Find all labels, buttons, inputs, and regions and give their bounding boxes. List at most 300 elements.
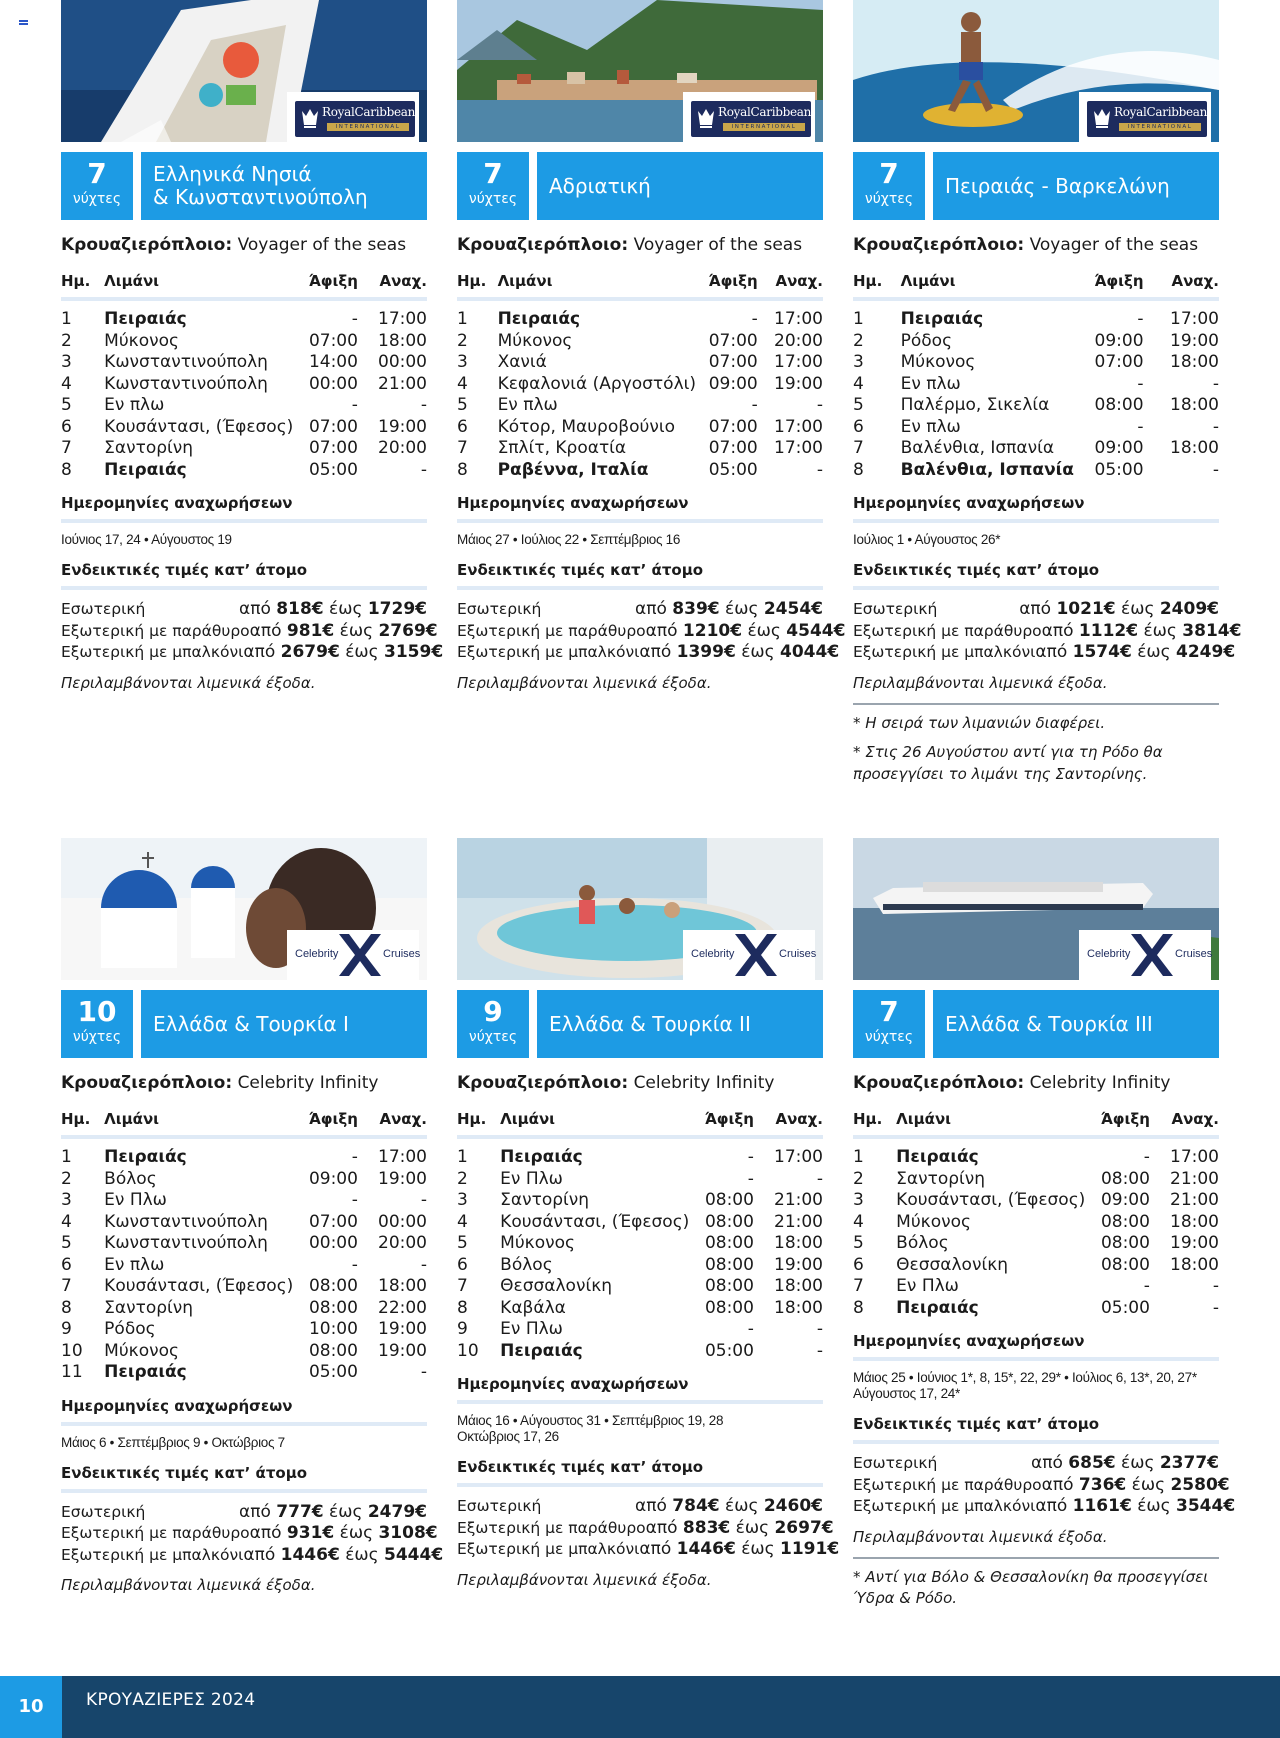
- nights-badge: [457, 990, 529, 1058]
- price-row: [61, 1523, 438, 1545]
- arrival-cell: 07:00: [708, 416, 758, 437]
- arrival-cell: 09:00: [1094, 438, 1144, 458]
- arrival-cell: -: [747, 1319, 754, 1339]
- port-cell: Μύκονος: [497, 330, 573, 351]
- price-list: [457, 599, 846, 664]
- cabin-type: Εξωτερική με μπαλκόνι: [853, 1497, 1036, 1515]
- day-cell: 2: [457, 330, 468, 351]
- arrival-cell: 10:00: [308, 1319, 358, 1339]
- port-fees-note: Περιλαμβάνονται λιμενικά έξοδα.: [457, 673, 712, 692]
- itinerary-row: [853, 1255, 1219, 1277]
- port-cell: Κουσάντασι, (Έφεσος): [104, 416, 294, 437]
- cruise-title-box: [537, 152, 823, 220]
- price-row: [853, 1474, 1230, 1497]
- header-day: Ημ.: [61, 1110, 91, 1128]
- arrival-cell: 08:00: [308, 1297, 358, 1318]
- day-cell: 6: [853, 1254, 864, 1275]
- itinerary-row: [61, 309, 427, 331]
- price-range: από 1446€ έως 1191€: [639, 1539, 840, 1559]
- arrival-cell: -: [751, 309, 758, 329]
- arrival-cell: 07:00: [708, 330, 758, 351]
- departure-cell: 21:00: [378, 373, 427, 394]
- departure-cell: -: [816, 1340, 823, 1361]
- day-cell: 5: [61, 395, 72, 415]
- price-row: [457, 620, 846, 643]
- ship-label: Κρουαζιερόπλοιο:: [61, 235, 233, 255]
- ship-name: Voyager of the seas: [633, 235, 803, 255]
- itinerary-row: [61, 1147, 427, 1169]
- departure-cell: 19:00: [378, 1319, 427, 1339]
- header-day: Ημ.: [457, 272, 487, 290]
- arrival-cell: -: [351, 1190, 358, 1210]
- port-cell: Ρόδος: [104, 1319, 156, 1339]
- header-departure: Αναχ.: [379, 272, 427, 290]
- cruise-card: [61, 838, 444, 1595]
- day-cell: 1: [457, 1147, 468, 1167]
- divider: [457, 1400, 823, 1404]
- day-cell: 8: [457, 1297, 468, 1318]
- itinerary-row: [61, 1255, 427, 1277]
- cabin-type: Εξωτερική με παράθυρο: [61, 1524, 250, 1542]
- port-cell: Σπλίτ, Κροατία: [497, 438, 627, 458]
- port-cell: Σαντορίνη: [500, 1190, 590, 1210]
- cruise-header: [853, 152, 1219, 220]
- day-cell: 8: [61, 1297, 72, 1318]
- price-to: 4544€: [786, 620, 846, 641]
- departure-cell: 20:00: [378, 438, 427, 458]
- day-cell: 5: [853, 1233, 864, 1253]
- price-from: 883€: [682, 1517, 731, 1538]
- itinerary-row: [853, 460, 1219, 482]
- price-list: [61, 1501, 444, 1567]
- royal-caribbean-logo: RoyalCaribbean INTERNATIONAL: [1079, 92, 1211, 142]
- day-cell: 3: [853, 352, 864, 372]
- departure-cell: 19:00: [378, 416, 427, 437]
- celebrity-cruises-logo: Celebrity Cruises: [287, 930, 419, 980]
- cruise-card: [457, 838, 840, 1590]
- departure-cell: 19:00: [378, 1340, 427, 1361]
- header-departure: Αναχ.: [1171, 272, 1219, 290]
- day-cell: 5: [61, 1233, 72, 1253]
- price-from: 931€: [286, 1523, 335, 1543]
- cruise-card: [853, 0, 1242, 785]
- price-to: 4249€: [1176, 642, 1236, 662]
- port-cell: Κωνσταντινούπολη: [104, 352, 268, 372]
- cruise-title: Ελλάδα & Τουρκία ΙΙ: [549, 1011, 751, 1036]
- header-departure: Αναχ.: [775, 1110, 823, 1128]
- departure-cell: 19:00: [774, 1254, 823, 1275]
- port-cell: Κωνσταντινούπολη: [104, 373, 268, 394]
- itinerary-row: [853, 417, 1219, 439]
- itinerary-row: [853, 1212, 1219, 1234]
- divider: [61, 1422, 427, 1426]
- itinerary-row: [457, 1255, 823, 1277]
- port-cell: Μύκονος: [900, 352, 976, 372]
- itinerary-row: [457, 309, 823, 331]
- arrival-cell: 08:00: [704, 1233, 754, 1253]
- itinerary-row: [457, 460, 823, 482]
- itinerary-row: [457, 331, 823, 353]
- price-range: από 784€ έως 2460€: [635, 1496, 823, 1516]
- arrival-cell: 07:00: [308, 330, 358, 351]
- cabin-type: Εξωτερική με παράθυρο: [457, 621, 646, 640]
- departure-cell: 17:00: [378, 309, 427, 329]
- arrival-cell: 08:00: [1100, 1211, 1150, 1232]
- departure-dates: Μάιος 25 • Ιούνιος 1*, 8, 15*, 22, 29* • Ιούλιος 6, 13*, 20, 27* Αύγουστος 17, 24*: [853, 1370, 1197, 1401]
- header-departure: Αναχ.: [1171, 1110, 1219, 1128]
- arrival-cell: 08:00: [704, 1276, 754, 1296]
- day-cell: 3: [457, 352, 468, 372]
- cruise-title: Ελληνικά Νησιά & Κωνσταντινούπολη: [153, 162, 368, 209]
- itinerary-row: [457, 1298, 823, 1320]
- arrival-cell: 05:00: [704, 1340, 754, 1361]
- price-from: 777€: [276, 1501, 324, 1522]
- footnote: * Η σειρά των λιμανιών διαφέρει.: [853, 713, 1106, 732]
- port-cell: Πειραιάς: [104, 1362, 187, 1382]
- ship-label: Κρουαζιερόπλοιο:: [457, 1073, 629, 1093]
- nights-badge: [457, 152, 529, 220]
- divider: [457, 519, 823, 523]
- arrival-cell: 08:00: [308, 1276, 358, 1296]
- itinerary-row: [457, 352, 823, 374]
- cruise-title-box: [933, 152, 1219, 220]
- day-cell: 4: [61, 373, 72, 394]
- cruise-photo: [853, 0, 1219, 142]
- port-cell: Πειραιάς: [104, 459, 187, 480]
- ship-line: [853, 234, 1219, 256]
- price-from: 839€: [672, 599, 720, 619]
- departure-cell: 18:00: [378, 1276, 427, 1296]
- header-day: Ημ.: [457, 1110, 487, 1128]
- arrival-cell: 08:00: [704, 1190, 754, 1210]
- arrival-cell: -: [751, 395, 758, 415]
- departure-cell: -: [420, 1362, 427, 1382]
- itinerary-table: [61, 271, 427, 481]
- departure-dates: Μάιος 27 • Ιούλιος 22 • Σεπτέμβριος 16: [457, 532, 681, 547]
- day-cell: 6: [61, 1254, 72, 1275]
- price-range: από 981€ έως 2769€: [249, 620, 438, 641]
- price-range: από 777€ έως 2479€: [239, 1501, 427, 1522]
- day-cell: 10: [457, 1340, 479, 1361]
- cruise-title-box: [933, 990, 1219, 1058]
- day-cell: 3: [457, 1190, 468, 1210]
- price-from: 1161€: [1072, 1496, 1132, 1516]
- itinerary-table: [457, 271, 823, 481]
- arrival-cell: 07:00: [1094, 352, 1144, 372]
- port-cell: Βόλος: [500, 1254, 553, 1275]
- price-range: από 883€ έως 2697€: [645, 1517, 834, 1538]
- arrival-cell: 09:00: [308, 1168, 358, 1189]
- departure-cell: 18:00: [1170, 438, 1219, 458]
- price-to: 2454€: [763, 599, 823, 619]
- divider: [853, 519, 1219, 523]
- departure-cell: 17:00: [774, 309, 823, 329]
- arrival-cell: 05:00: [308, 459, 358, 480]
- departure-cell: 17:00: [774, 438, 823, 458]
- price-range: από 1021€ έως 2409€: [1019, 599, 1219, 619]
- header-port: Λιμάνι: [497, 272, 553, 290]
- ship-label: Κρουαζιερόπλοιο:: [61, 1073, 233, 1093]
- departure-cell: -: [816, 459, 823, 480]
- port-fees-note: Περιλαμβάνονται λιμενικά έξοδα.: [853, 1527, 1108, 1546]
- departure-cell: 20:00: [378, 1233, 427, 1253]
- port-cell: Παλέρμο, Σικελία: [900, 395, 1050, 415]
- price-range: από 818€ έως 1729€: [239, 599, 427, 619]
- divider: [853, 1557, 1219, 1559]
- celebrity-cruises-logo: Celebrity Cruises: [1079, 930, 1211, 980]
- port-cell: Εν Πλω: [104, 1190, 167, 1210]
- itinerary-row: [853, 1190, 1219, 1212]
- price-list: [853, 1453, 1236, 1518]
- price-to: 4044€: [780, 642, 840, 662]
- departure-cell: 18:00: [1170, 395, 1219, 415]
- footnote: * Αντί για Βόλο & Θεσσαλονίκη θα προσεγγίσει Ύδρα & Ρόδο.: [853, 1567, 1209, 1607]
- port-cell: Εν Πλω: [500, 1319, 563, 1339]
- prices-title: Ενδεικτικές τιμές κατ’ άτομο: [457, 1458, 704, 1476]
- price-range: από 736€ έως 2580€: [1041, 1474, 1230, 1495]
- price-to: 2580€: [1170, 1474, 1230, 1495]
- departure-cell: 00:00: [378, 352, 427, 372]
- royal-caribbean-logo: RoyalCaribbean INTERNATIONAL: [683, 92, 815, 142]
- cruise-photo: [61, 0, 427, 142]
- ship-line: [61, 1072, 427, 1094]
- ship-label: Κρουαζιερόπλοιο:: [853, 235, 1025, 255]
- port-cell: Βαλένθια, Ισπανία: [900, 438, 1055, 458]
- itinerary-row: [457, 374, 823, 396]
- nights-count: 7: [87, 157, 107, 190]
- arrival-cell: 00:00: [308, 373, 358, 394]
- port-cell: Καβάλα: [500, 1297, 566, 1318]
- footer-title: ΚΡΟΥΑΖΙΕΡΕΣ 2024: [86, 1690, 256, 1710]
- port-fees-note: Περιλαμβάνονται λιμενικά έξοδα.: [457, 1570, 712, 1589]
- arrival-cell: -: [1137, 416, 1144, 437]
- nights-badge: [61, 152, 133, 220]
- dates-title: Ημερομηνίες αναχωρήσεων: [853, 494, 1085, 512]
- itinerary-row: [853, 331, 1219, 353]
- cruise-photo: [457, 838, 823, 980]
- price-row: [853, 1496, 1236, 1518]
- price-list: [853, 599, 1242, 664]
- cruise-title: Ελλάδα & Τουρκία ΙΙΙ: [945, 1011, 1153, 1036]
- arrival-cell: 07:00: [708, 352, 758, 372]
- price-row: [61, 1544, 444, 1567]
- port-cell: Εν πλω: [900, 373, 961, 394]
- departure-dates: Ιούνιος 17, 24 • Αύγουστος 19: [61, 532, 232, 547]
- divider: [853, 586, 1219, 590]
- cruise-photo: [853, 838, 1219, 980]
- header-day: Ημ.: [853, 272, 883, 290]
- day-cell: 6: [853, 416, 864, 437]
- departure-dates: Ιούλιος 1 • Αύγουστος 26*: [853, 532, 1001, 547]
- port-cell: Μύκονος: [104, 330, 179, 351]
- cruise-photo: [61, 838, 427, 980]
- departure-cell: 21:00: [1170, 1190, 1219, 1210]
- departure-cell: 19:00: [378, 1168, 427, 1189]
- port-cell: Κουσάντασι, (Έφεσος): [896, 1190, 1086, 1210]
- itinerary-row: [61, 417, 427, 439]
- dates-title: Ημερομηνίες αναχωρήσεων: [457, 494, 689, 512]
- itinerary-table: [853, 1109, 1219, 1319]
- day-cell: 7: [853, 1276, 864, 1296]
- arrival-cell: 07:00: [308, 416, 358, 437]
- day-cell: 6: [457, 1254, 468, 1275]
- port-cell: Κωνσταντινούπολη: [104, 1211, 268, 1232]
- departure-cell: 21:00: [1170, 1168, 1219, 1189]
- port-cell: Πειραιάς: [497, 309, 581, 329]
- header-port: Λιμάνι: [900, 272, 956, 290]
- header-port: Λιμάνι: [104, 272, 160, 290]
- itinerary-row: [61, 1169, 427, 1191]
- nights-label: νύχτες: [468, 1029, 518, 1045]
- itinerary-row: [853, 395, 1219, 417]
- itinerary-row: [457, 1147, 823, 1169]
- price-to: 2697€: [774, 1517, 834, 1538]
- cruise-card: [457, 0, 846, 693]
- price-row: [457, 599, 823, 621]
- port-cell: Πειραιάς: [500, 1340, 583, 1361]
- port-cell: Πειραιάς: [896, 1297, 979, 1318]
- day-cell: 1: [853, 309, 864, 329]
- departure-cell: 18:00: [774, 1276, 823, 1296]
- day-cell: 3: [61, 352, 72, 372]
- price-list: [61, 599, 444, 664]
- day-cell: 1: [61, 1147, 72, 1167]
- arrival-cell: -: [351, 1147, 358, 1167]
- price-to: 2409€: [1159, 599, 1219, 619]
- nights-label: νύχτες: [864, 1029, 914, 1045]
- itinerary-row: [457, 1276, 823, 1298]
- itinerary-row: [61, 352, 427, 374]
- itinerary-row: [457, 1190, 823, 1212]
- prices-title: Ενδεικτικές τιμές κατ’ άτομο: [457, 561, 704, 579]
- ship-line: [61, 234, 427, 256]
- port-cell: Πειραιάς: [104, 1147, 187, 1167]
- arrival-cell: 14:00: [308, 352, 358, 372]
- price-to: 2377€: [1159, 1453, 1219, 1473]
- port-cell: Κότορ, Μαυροβούνιο: [497, 416, 675, 437]
- arrival-cell: 08:00: [704, 1254, 754, 1275]
- day-cell: 1: [61, 309, 72, 329]
- port-cell: Κουσάντασι, (Έφεσος): [500, 1211, 690, 1232]
- price-range: από 839€ έως 2454€: [635, 599, 823, 619]
- arrival-cell: 08:00: [1094, 395, 1144, 415]
- price-range: από 1446€ έως 5444€: [243, 1544, 444, 1565]
- cruise-header: [457, 152, 823, 220]
- day-cell: 7: [457, 1276, 468, 1296]
- cabin-type: Εξωτερική με μπαλκόνι: [61, 643, 244, 661]
- day-cell: 8: [853, 1297, 864, 1318]
- header-arrival: Άφιξη: [1094, 272, 1144, 290]
- price-from: 1399€: [676, 642, 736, 662]
- itinerary-row: [61, 460, 427, 482]
- departure-cell: 17:00: [774, 1147, 823, 1167]
- prices-title: Ενδεικτικές τιμές κατ’ άτομο: [61, 561, 308, 579]
- price-range: από 1574€ έως 4249€: [1035, 642, 1236, 662]
- nights-label: νύχτες: [72, 1029, 122, 1045]
- price-row: [457, 642, 840, 664]
- price-from: 1021€: [1056, 599, 1116, 619]
- port-cell: Θεσσαλονίκη: [896, 1254, 1008, 1275]
- price-to: 5444€: [384, 1544, 444, 1565]
- header-departure: Αναχ.: [379, 1110, 427, 1128]
- port-cell: Σαντορίνη: [104, 438, 194, 458]
- price-row: [853, 620, 1242, 643]
- itinerary-row: [457, 417, 823, 439]
- departure-cell: -: [420, 1190, 427, 1210]
- departure-cell: -: [420, 395, 427, 415]
- arrival-cell: 07:00: [708, 438, 758, 458]
- cabin-type: Εξωτερική με μπαλκόνι: [457, 1540, 640, 1558]
- day-cell: 3: [853, 1190, 864, 1210]
- nights-count: 7: [483, 157, 503, 190]
- dates-title: Ημερομηνίες αναχωρήσεων: [61, 494, 293, 512]
- price-list: [457, 1496, 840, 1561]
- port-cell: Ρόδος: [900, 330, 953, 351]
- cabin-type: Εξωτερική με μπαλκόνι: [853, 643, 1036, 661]
- cruise-card: [853, 838, 1236, 1610]
- departure-cell: 17:00: [378, 1147, 427, 1167]
- ship-line: [457, 234, 823, 256]
- departure-cell: 22:00: [378, 1297, 427, 1318]
- day-cell: 9: [457, 1319, 468, 1339]
- port-cell: Εν πλω: [104, 395, 165, 415]
- day-cell: 5: [457, 1233, 468, 1253]
- day-cell: 11: [61, 1362, 83, 1382]
- menu-icon[interactable]: [19, 20, 28, 27]
- price-to: 2479€: [367, 1501, 427, 1522]
- itinerary-row: [61, 1190, 427, 1212]
- price-range: από 931€ έως 3108€: [249, 1523, 438, 1543]
- price-range: από 1399€ έως 4044€: [639, 642, 840, 662]
- departure-cell: 18:00: [774, 1297, 823, 1318]
- arrival-cell: -: [1143, 1147, 1150, 1167]
- cruise-header: [61, 990, 427, 1058]
- arrival-cell: 07:00: [308, 1211, 358, 1232]
- day-cell: 4: [61, 1211, 72, 1232]
- price-row: [457, 1539, 840, 1561]
- departure-cell: 18:00: [1170, 352, 1219, 372]
- cabin-type: Εσωτερική: [853, 600, 938, 618]
- celebrity-cruises-logo: Celebrity Cruises: [683, 930, 815, 980]
- price-row: [61, 620, 438, 643]
- departure-cell: 21:00: [774, 1190, 823, 1210]
- arrival-cell: 05:00: [1100, 1297, 1150, 1318]
- arrival-cell: 05:00: [308, 1362, 358, 1382]
- price-to: 3159€: [384, 642, 444, 662]
- port-fees-note: Περιλαμβάνονται λιμενικά έξοδα.: [61, 1576, 316, 1594]
- port-cell: Θεσσαλονίκη: [500, 1276, 612, 1296]
- header-port: Λιμάνι: [104, 1110, 160, 1128]
- price-to: 3814€: [1182, 620, 1242, 641]
- port-cell: Ραβέννα, Ιταλία: [497, 459, 649, 480]
- day-cell: 7: [61, 1276, 72, 1296]
- arrival-cell: 05:00: [1094, 459, 1144, 480]
- arrival-cell: 09:00: [708, 373, 758, 394]
- divider: [853, 1357, 1219, 1361]
- price-range: από 685€ έως 2377€: [1031, 1453, 1219, 1473]
- header-day: Ημ.: [853, 1110, 883, 1128]
- cruise-title: Αδριατική: [549, 173, 651, 198]
- cabin-type: Εσωτερική: [457, 1497, 542, 1515]
- port-cell: Πειραιάς: [500, 1147, 583, 1167]
- price-range: από 1161€ έως 3544€: [1035, 1496, 1236, 1516]
- price-row: [457, 1517, 834, 1540]
- arrival-cell: 08:00: [1100, 1168, 1150, 1189]
- itinerary-row: [853, 374, 1219, 396]
- arrival-cell: 09:00: [1100, 1190, 1150, 1210]
- royal-caribbean-logo: RoyalCaribbean INTERNATIONAL: [287, 92, 419, 142]
- arrival-cell: -: [747, 1147, 754, 1167]
